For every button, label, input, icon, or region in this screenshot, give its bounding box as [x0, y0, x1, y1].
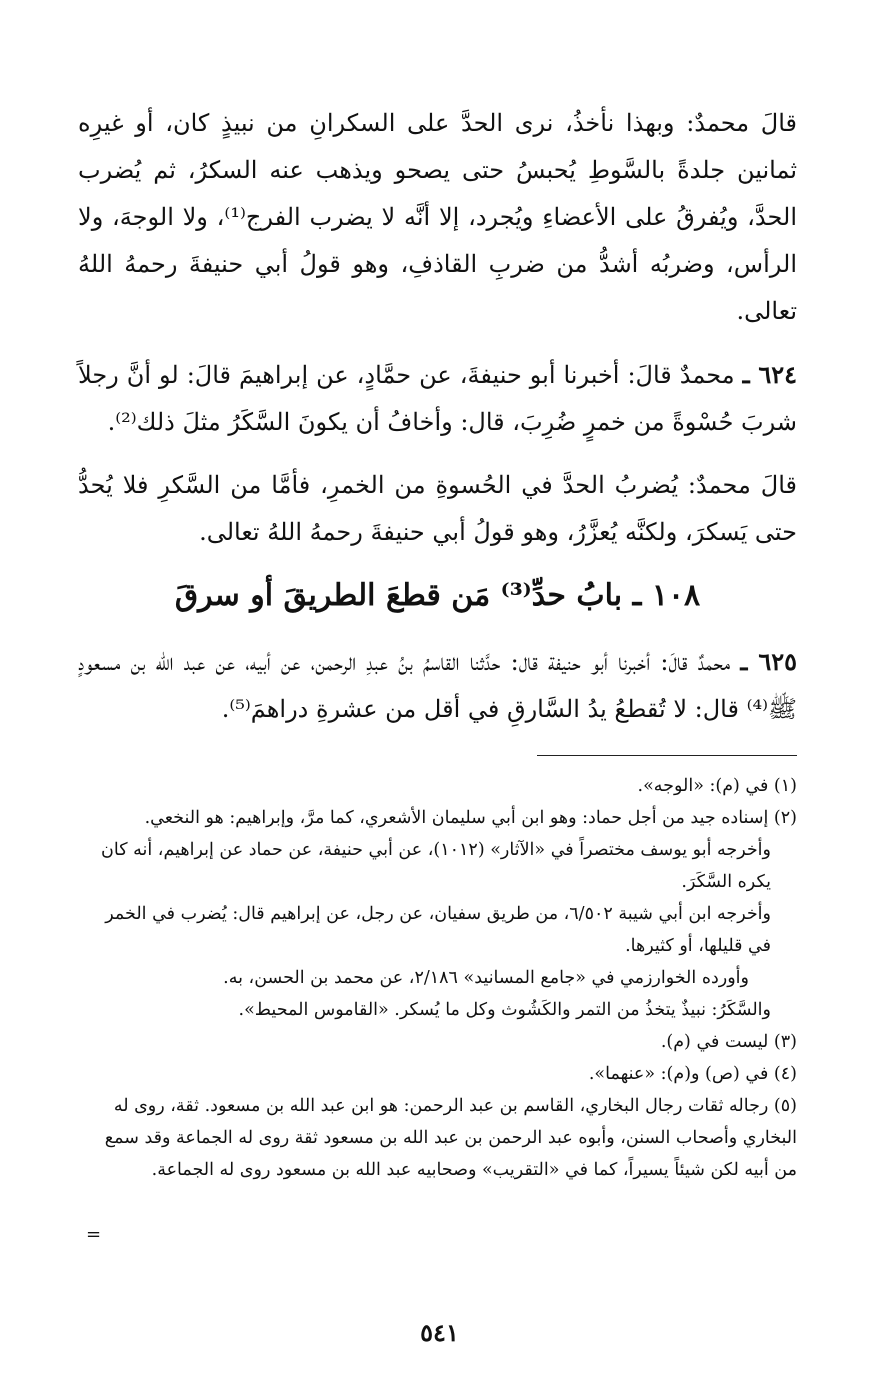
paragraph-624 [78, 351, 797, 446]
page-number: ٥٤١ [420, 1318, 459, 1347]
footnote-divider [537, 755, 797, 756]
paragraph-625 [78, 638, 797, 733]
footnotes [78, 770, 797, 1186]
footnote-2: (٢) إسناده جيد من أجل حماد: وهو ابن أبي سليمان الأشعري، كما مرَّ، وإبراهيم: هو النخعي. [144, 808, 797, 828]
hadith-text-625: محمدٌ قالَ: أخبرنا أبو حنيفة قال: حدَّثنا القاسمُ بنُ عبدِ الرحمن، عن أبيه، عن عبد الله بن مسعودٍ ﷺ⁽⁴⁾ قال: لا تُقطعُ يدُ السَّارقِ في أقل من عشرةِ دراهمَ⁽⁵⁾. [78, 648, 797, 723]
footnote-2-d: والسَّكَرُ: نبيذٌ يتخذُ من التمر والكَشُوث وكل ما يُسكر. «القاموس المحيط». [238, 1000, 771, 1020]
paragraph-commentary-1: قالَ محمدٌ: وبهذا نأخذُ، نرى الحدَّ على السكرانِ من نبيذٍ كان، أو غيرِه ثمانين جلدةً بالسَّوطِ يُحبسُ حتى يصحو ويذهب عنه السكرُ، ثم يُضرب الحدَّ، ويُفرقُ على الأعضاءِ ويُجرد، إلا أنَّه لا يضرب الفرج⁽¹⁾، ولا الوجهَ، ولا الرأس، وضربُه أشدُّ من ضربِ القاذفِ، وهو قولُ أبي حنيفةَ رحمهُ اللهُ تعالى. [78, 109, 798, 325]
footnote-2-c: وأورده الخوارزمي في «جامع المسانيد» ٢/١٨٦، عن محمد بن الحسن، به. [223, 968, 749, 988]
footnote-5: (٥) رجاله ثقات رجال البخاري، القاسم بن عبد الرحمن: هو ابن عبد الله بن مسعود. ثقة، روى له البخاري وأصحاب السنن، وأبوه عبد الرحمن بن عبد الله بن مسعود ثقة روى له الجماعة وقد سمع من أبيه لكن شيئاً يسيراً، كما في «التقريب» وصحابيه عبد الله بن مسعود روى له الجماعة. [104, 1096, 797, 1180]
footnote-1: (١) في (م): «الوجه». [637, 776, 797, 796]
hadith-number-625: ٦٢٥ ـ [740, 647, 798, 676]
footnote-4: (٤) في (ص) و(م): «عنهما». [588, 1064, 797, 1084]
paragraph-commentary-2: قالَ محمدٌ: يُضربُ الحدَّ في الحُسوةِ من الخمرِ، فأمَّا من السَّكرِ فلا يُحدُّ حتى يَسكرَ، ولكنَّه يُعزَّرُ، وهو قولُ أبي حنيفةَ رحمهُ اللهُ تعالى. [78, 471, 797, 546]
continuation-mark: = [86, 1224, 102, 1245]
chapter-heading: ١٠٨ ـ بابُ حدِّ⁽³⁾ مَن قطعَ الطريقَ أو سرقَ [174, 578, 701, 613]
hadith-number-624: ٦٢٤ ـ [742, 360, 797, 389]
footnote-2-a: وأخرجه أبو يوسف مختصراً في «الآثار» (١٠١٢)، عن أبي حنيفة، عن حماد عن إبراهيم، أنه كان يكره السَّكَرَ. [101, 840, 771, 892]
footnote-2-b: وأخرجه ابن أبي شيبة ٦/٥٠٢، من طريق سفيان، عن رجل، عن إبراهيم قال: يُضرب في الخمر في قليلها، أو كثيرها. [105, 904, 771, 956]
hadith-text-624: محمدٌ قالَ: أخبرنا أبو حنيفةَ، عن حمَّادٍ، عن إبراهيمَ قالَ: لو أنَّ رجلاً شربَ حُسْوةً من خمرٍ ضُرِبَ، قال: وأخافُ أن يكونَ السَّكَرُ مثلَ ذلك⁽²⁾. [78, 361, 797, 436]
footnote-3: (٣) ليست في (م). [660, 1032, 797, 1052]
